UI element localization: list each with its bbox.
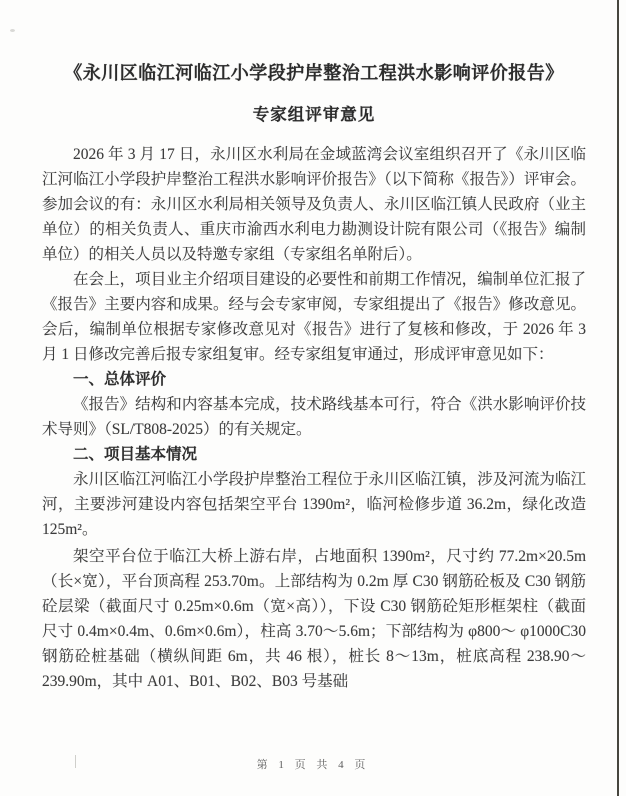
paragraph-project-overview: 永川区临江河临江小学段护岸整治工程位于永川区临江镇，涉及河流为临江河，主要涉河建设内容包括架空平台 1390m²，临河检修步道 36.2m，绿化改造 125m²。 bbox=[42, 471, 586, 538]
section-heading-overall-evaluation: 一、总体评价 bbox=[73, 371, 167, 388]
scan-edge-artifact bbox=[617, 0, 619, 796]
paragraph-platform-structure: 架空平台位于临江大桥上游右岸，占地面积 1390m²，尺寸约 77.2m×20.5m（长×宽），平台顶高程 253.70m。上部结构为 0.2m 厚 C30 钢筋砼板及 C30 钢筋砼层梁（截面尺寸 0.25m×0.6m（宽×高）），下设 C30 钢筋砼矩形框架柱（截面尺寸 0.4m×0.4m、0.6m×0.6m），柱高 3.70～5.6m；下部结构为 φ800～ φ1000C30 钢筋砼桩基础（横纵间距 6m，共 46 根），桩长 8～13m，桩底高程 238.90～239.90m，其中 A01、B01、B02、B03 号基础 bbox=[42, 548, 586, 690]
section-heading-project-basics: 二、项目基本情况 bbox=[73, 446, 198, 463]
paragraph-review-process: 在会上，项目业主介绍项目建设的必要性和前期工作情况，编制单位汇报了《报告》主要内容和成果。经与会专家审阅，专家组提出了《报告》修改意见。会后，编制单位根据专家修改意见对《报告》进行了复核和修改，于 2026 年 3 月 1 日修改完善后报专家组复审。经专家组复审通过，形成评审意见如下： bbox=[42, 271, 586, 363]
document-title: 《永川区临江河临江小学段护岸整治工程洪水影响评价报告》 bbox=[64, 63, 564, 83]
scan-speck bbox=[10, 29, 15, 32]
document-subtitle: 专家组评审意见 bbox=[252, 106, 376, 124]
document-body bbox=[42, 142, 586, 694]
paragraph-overall-evaluation: 《报告》结构和内容基本完成，技术路线基本可行，符合《洪水影响评价技术导则》（SL/T808-2025）的有关规定。 bbox=[42, 396, 586, 438]
page-number: 第 1 页 共 4 页 bbox=[256, 759, 370, 771]
document-content bbox=[42, 62, 586, 694]
paragraph-meeting-intro: 2026 年 3 月 17 日，永川区水利局在金域蓝湾会议室组织召开了《永川区临江河临江小学段护岸整治工程洪水影响评价报告》（以下简称《报告》）评审会。参加会议的有：永川区水利局相关领导及负责人、永川区临江镇人民政府（业主单位）的相关负责人、重庆市渝西水利电力勘测设计院有限公司（《报告》编制单位）的相关人员以及特邀专家组（专家组名单附后）。 bbox=[42, 146, 586, 263]
